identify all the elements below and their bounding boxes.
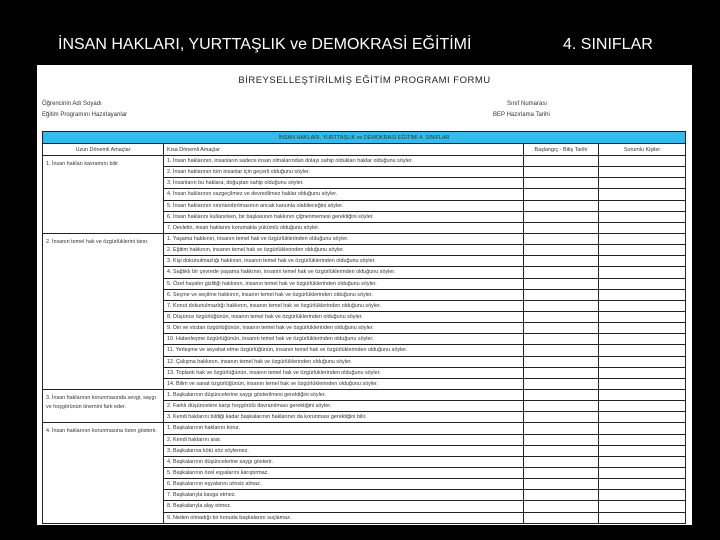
short-goal-cell: 12. Çalışma hakkının, insanın temel hak ve özgürlüklerinden olduğunu söyler.: [164, 356, 524, 367]
responsible-cell[interactable]: [599, 345, 686, 356]
responsible-cell[interactable]: [599, 445, 686, 456]
long-goal-cell: 1. İnsan hakları kavramını bilir.: [43, 156, 164, 234]
date-cell[interactable]: [524, 479, 599, 490]
short-goal-cell: 1. Başkalarının haklarını korur.: [164, 423, 524, 434]
date-cell[interactable]: [524, 490, 599, 501]
short-goal-cell: 5. Başkalarının özel eşyalarını karıştırmaz.: [164, 467, 524, 478]
responsible-cell[interactable]: [599, 323, 686, 334]
form-image: [37, 65, 692, 525]
responsible-cell[interactable]: [599, 389, 686, 400]
date-cell[interactable]: [524, 156, 599, 167]
short-goal-cell: 1. Başkalarının düşüncelerine saygı gösterilmesi gerektiğini söyler.: [164, 389, 524, 400]
date-cell[interactable]: [524, 367, 599, 378]
short-goal-cell: 2. Farklı düşüncelere karşı hoşgörülü davranılması gerektiğini söyler.: [164, 401, 524, 412]
responsible-cell[interactable]: [599, 423, 686, 434]
table-row: [43, 423, 686, 434]
table-row: [43, 233, 686, 244]
responsible-cell[interactable]: [599, 512, 686, 523]
short-goal-cell: 3. İnsanların bu haklara, doğuştan sahip olduğunu söyler.: [164, 178, 524, 189]
long-goal-cell: 3. İnsan haklarının korunmasında sevgi, saygı ve hoşgörünün önemini fark eder.: [43, 389, 164, 422]
table-row: [43, 156, 686, 167]
date-cell[interactable]: [524, 200, 599, 211]
date-cell[interactable]: [524, 211, 599, 222]
short-goal-cell: 8. Başkalarıyla alay etmez.: [164, 501, 524, 512]
short-goal-cell: 13. Toplantı hak ve özgürlüğünün, insanın temel hak ve özgürlüklerinden olduğunu söyler.: [164, 367, 524, 378]
responsible-cell[interactable]: [599, 401, 686, 412]
bep-date-label: BEP Hazırlama Tarihi: [493, 112, 550, 118]
short-goal-cell: 2. Kendi haklarını arar.: [164, 434, 524, 445]
date-cell[interactable]: [524, 512, 599, 523]
short-goal-cell: 6. Başkalarının eşyalarını izinsiz almaz.: [164, 479, 524, 490]
short-goal-cell: 3. Kişi dokunulmazlığı hakkının, insanın temel hak ve özgürlüklerinden olduğunu söyler.: [164, 256, 524, 267]
responsible-cell[interactable]: [599, 356, 686, 367]
responsible-cell[interactable]: [599, 479, 686, 490]
date-cell[interactable]: [524, 356, 599, 367]
responsible-cell[interactable]: [599, 490, 686, 501]
date-cell[interactable]: [524, 267, 599, 278]
short-goal-cell: 3. Başkalarına kötü söz söylemez.: [164, 445, 524, 456]
date-cell[interactable]: [524, 256, 599, 267]
responsible-cell[interactable]: [599, 467, 686, 478]
short-goal-cell: 3. Kendi haklarını bildiği kadar başkalarının haklarının da korunması gerektiğini bilir.: [164, 412, 524, 423]
date-cell[interactable]: [524, 189, 599, 200]
date-cell[interactable]: [524, 222, 599, 233]
table-row: [43, 389, 686, 400]
date-cell[interactable]: [524, 233, 599, 244]
date-cell[interactable]: [524, 289, 599, 300]
short-goal-cell: 11. Yerleşme ve seyahat etme özgürlüğünün, insanın temel hak ve özgürlüklerinden olduğunu söyler.: [164, 345, 524, 356]
short-goal-cell: 8. Düşünce özgürlüğünün, insanın temel hak ve özgürlüklerinden olduğunu söyler.: [164, 311, 524, 322]
responsible-cell[interactable]: [599, 167, 686, 178]
short-goal-cell: 14. Bilim ve sanat özgürlüğünün, insanın temel hak ve özgürlüklerinden olduğunu söyler.: [164, 378, 524, 389]
form-title: BİREYSELLEŞTİRİLMİŞ EĞİTİM PROGRAMI FORMU: [238, 75, 491, 86]
slide-title-grade: 4. SINIFLAR: [563, 36, 653, 53]
short-goal-cell: 4. Sağlıklı bir çevrede yaşama hakkının, insanın temel hak ve özgürlüklerinden olduğunu söyler.: [164, 267, 524, 278]
short-goal-cell: 9. Neden olmadığı bir konuda başkalarını suçlamaz.: [164, 512, 524, 523]
header-dates: Başlangıç - Bitiş Tarihi: [524, 144, 599, 156]
date-cell[interactable]: [524, 300, 599, 311]
short-goal-cell: 6. İnsan haklarını kullanırken, bir başkasının hakkının çiğnenmemesi gerektiğini söyler.: [164, 211, 524, 222]
responsible-cell[interactable]: [599, 233, 686, 244]
responsible-cell[interactable]: [599, 278, 686, 289]
short-goal-cell: 5. Özel hayatın gizliliği hakkının, insanın temel hak ve özgürlüklerinden olduğunu söyler.: [164, 278, 524, 289]
date-cell[interactable]: [524, 434, 599, 445]
short-goal-cell: 4. İnsan haklarının vazgeçilmez ve devredilmez haklar olduğunu söyler.: [164, 189, 524, 200]
student-name-label: Öğrencinin Adı Soyadı: [42, 101, 102, 107]
short-goal-cell: 2. İnsan haklarının tüm insanlar için geçerli olduğunu söyler.: [164, 167, 524, 178]
prepared-by-label: Eğitim Programını Hazırlayanlar: [42, 112, 128, 118]
responsible-cell[interactable]: [599, 222, 686, 233]
responsible-cell[interactable]: [599, 334, 686, 345]
long-goal-cell: 4. İnsan haklarının korunmasına özen gösterir.: [43, 423, 164, 523]
short-goal-cell: 7. Konut dokunulmazlığı hakkının, insanın temel hak ve özgürlüklerinden olduğunu söyler.: [164, 300, 524, 311]
date-cell[interactable]: [524, 311, 599, 322]
responsible-cell[interactable]: [599, 178, 686, 189]
responsible-cell[interactable]: [599, 367, 686, 378]
header-long-goals: Uzun Dönemli Amaçlar: [43, 144, 164, 156]
date-cell[interactable]: [524, 345, 599, 356]
short-goal-cell: 5. İnsan haklarının sınırlandırılmasının ancak kanunla olabileceğini söyler.: [164, 200, 524, 211]
short-goal-cell: 1. Yaşama hakkının, insanın temel hak ve özgürlüklerinden olduğunu söyler.: [164, 233, 524, 244]
date-cell[interactable]: [524, 323, 599, 334]
date-cell[interactable]: [524, 378, 599, 389]
responsible-cell[interactable]: [599, 189, 686, 200]
responsible-cell[interactable]: [599, 311, 686, 322]
date-cell[interactable]: [524, 245, 599, 256]
responsible-cell[interactable]: [599, 378, 686, 389]
responsible-cell[interactable]: [599, 156, 686, 167]
responsible-cell[interactable]: [599, 456, 686, 467]
responsible-cell[interactable]: [599, 501, 686, 512]
class-label: Sınıf Numarası: [507, 101, 548, 107]
date-cell[interactable]: [524, 278, 599, 289]
table-band: İNSAN HAKLARI, YURTTAŞLIK ve DEMOKRASİ EĞİTİMİ 4. SINIFLAR: [43, 132, 686, 144]
short-goal-cell: 7. Devletin, insan haklarını korumakla yükümlü olduğunu söyler.: [164, 222, 524, 233]
short-goal-cell: 10. Haberleşme özgürlüğünün, insanın temel hak ve özgürlüklerinden olduğunu söyler.: [164, 334, 524, 345]
date-cell[interactable]: [524, 501, 599, 512]
short-goal-cell: 6. Seçme ve seçilme hakkının, insanın temel hak ve özgürlüklerinden olduğunu söyler.: [164, 289, 524, 300]
responsible-cell[interactable]: [599, 200, 686, 211]
short-goal-cell: 1. İnsan haklarının, insanların sadece insan olmalarından dolayı sahip oldukları haklar olduğunu söyler.: [164, 156, 524, 167]
date-cell[interactable]: [524, 456, 599, 467]
date-cell[interactable]: [524, 423, 599, 434]
responsible-cell[interactable]: [599, 267, 686, 278]
date-cell[interactable]: [524, 467, 599, 478]
short-goal-cell: 4. Başkalarının düşüncelerine saygı gösterir.: [164, 456, 524, 467]
date-cell[interactable]: [524, 445, 599, 456]
short-goal-cell: 2. Eğitim hakkının, insanın temel hak ve özgürlüklerinden olduğunu söyler.: [164, 245, 524, 256]
date-cell[interactable]: [524, 167, 599, 178]
responsible-cell[interactable]: [599, 412, 686, 423]
short-goal-cell: 9. Din ve vicdan özgürlüğünün, insanın temel hak ve özgürlüklerinden olduğunu söyler.: [164, 323, 524, 334]
date-cell[interactable]: [524, 401, 599, 412]
date-cell[interactable]: [524, 178, 599, 189]
program-table: [42, 131, 686, 524]
header-responsible: Sorumlu Kişiler: [599, 144, 686, 156]
responsible-cell[interactable]: [599, 245, 686, 256]
responsible-cell[interactable]: [599, 211, 686, 222]
responsible-cell[interactable]: [599, 289, 686, 300]
responsible-cell[interactable]: [599, 434, 686, 445]
slide-title-main: İNSAN HAKLARI, YURTTAŞLIK ve DEMOKRASİ EĞİTİMİ: [58, 36, 472, 53]
date-cell[interactable]: [524, 334, 599, 345]
responsible-cell[interactable]: [599, 256, 686, 267]
date-cell[interactable]: [524, 389, 599, 400]
responsible-cell[interactable]: [599, 300, 686, 311]
short-goal-cell: 7. Başkalarıyla kavga etmez.: [164, 490, 524, 501]
long-goal-cell: 2. İnsanın temel hak ve özgürlüklerini tanır.: [43, 233, 164, 389]
header-short-goals: Kısa Dönemli Amaçlar: [164, 144, 524, 156]
date-cell[interactable]: [524, 412, 599, 423]
slide-title: [0, 36, 720, 58]
